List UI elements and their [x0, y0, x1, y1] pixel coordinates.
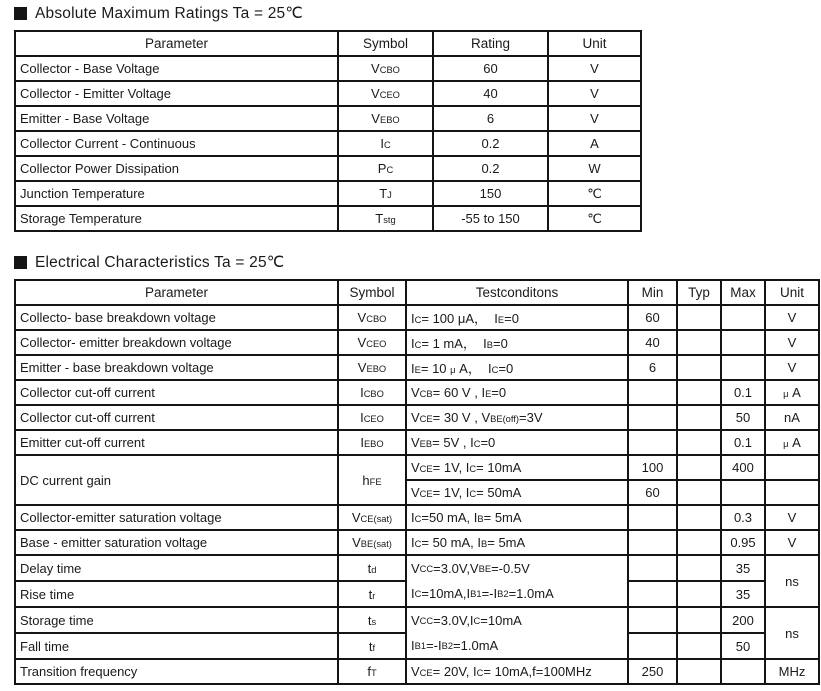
typ-cell [677, 530, 721, 555]
rating-cell: 0.2 [433, 156, 548, 181]
table-row [15, 607, 819, 633]
min-cell: 40 [628, 330, 677, 355]
abs-max-title [14, 4, 821, 22]
testcondition-cell: IE= 10 μ A， IC=0 [406, 355, 628, 380]
typ-cell [677, 581, 721, 607]
min-cell [628, 581, 677, 607]
table-row [15, 405, 819, 430]
symbol-cell: IEBO [338, 430, 406, 455]
rating-cell: 40 [433, 81, 548, 106]
testcondition-cell: IC= 100 μA， IE=0 [406, 305, 628, 330]
symbol-cell: VEBO [338, 355, 406, 380]
unit-cell: V [765, 330, 819, 355]
testcondition-cell: VCE= 1V, IC= 50mA [406, 480, 628, 505]
min-cell [628, 505, 677, 530]
unit-cell: nA [765, 405, 819, 430]
max-cell: 200 [721, 607, 765, 633]
min-cell: 60 [628, 480, 677, 505]
typ-cell [677, 633, 721, 659]
symbol-cell: td [338, 555, 406, 581]
typ-cell [677, 505, 721, 530]
typ-cell [677, 380, 721, 405]
testcondition-cell: IC=50 mA, IB= 5mA [406, 505, 628, 530]
typ-cell [677, 305, 721, 330]
testcondition-cell [406, 555, 628, 607]
max-cell [721, 659, 765, 684]
typ-cell [677, 405, 721, 430]
table-row [15, 430, 819, 455]
typ-cell [677, 480, 721, 505]
rating-cell: 6 [433, 106, 548, 131]
typ-cell [677, 355, 721, 380]
column-header-symbol: Symbol [338, 280, 406, 305]
column-header-parameter: Parameter [15, 31, 338, 56]
min-cell: 60 [628, 305, 677, 330]
unit-cell: V [765, 305, 819, 330]
parameter-cell: DC current gain [15, 455, 338, 505]
unit-cell: V [548, 81, 641, 106]
max-cell: 50 [721, 405, 765, 430]
parameter-cell: Collector- emitter breakdown voltage [15, 330, 338, 355]
max-cell: 400 [721, 455, 765, 480]
rating-cell: 0.2 [433, 131, 548, 156]
min-cell [628, 633, 677, 659]
symbol-cell: VCEO [338, 330, 406, 355]
symbol-cell: ICEO [338, 405, 406, 430]
min-cell [628, 380, 677, 405]
parameter-cell: Collecto- base breakdown voltage [15, 305, 338, 330]
symbol-cell: hFE [338, 455, 406, 505]
testcondition-line: I C =10mA,I B1 =-I B2 =1.0mA [411, 586, 554, 601]
max-cell [721, 355, 765, 380]
testcondition-line: V CC =3.0V,I C =10mA [411, 613, 522, 628]
table-row [15, 181, 641, 206]
testcondition-cell: VCE= 1V, IC= 10mA [406, 455, 628, 480]
table-row [15, 330, 819, 355]
symbol-cell: ICBO [338, 380, 406, 405]
typ-cell [677, 330, 721, 355]
unit-cell: V [548, 56, 641, 81]
parameter-cell: Collector cut-off current [15, 380, 338, 405]
symbol-cell: VCBO [338, 305, 406, 330]
column-header-unit: Unit [548, 31, 641, 56]
symbol-cell: TJ [338, 181, 433, 206]
unit-cell: W [548, 156, 641, 181]
unit-cell: ℃ [548, 206, 641, 231]
table-row [15, 106, 641, 131]
min-cell: 6 [628, 355, 677, 380]
table-row [15, 206, 641, 231]
min-cell [628, 555, 677, 581]
max-cell [721, 330, 765, 355]
parameter-cell: Collector - Base Voltage [15, 56, 338, 81]
section-title-text: Absolute Maximum Ratings Ta = 25℃ [35, 4, 303, 22]
typ-cell [677, 607, 721, 633]
parameter-cell: Base - emitter saturation voltage [15, 530, 338, 555]
unit-cell: V [765, 505, 819, 530]
symbol-cell: tr [338, 581, 406, 607]
max-cell: 0.1 [721, 430, 765, 455]
column-header-min: Min [628, 280, 677, 305]
table-row [15, 530, 819, 555]
unit-cell: μ A [765, 430, 819, 455]
symbol-cell: fT [338, 659, 406, 684]
table-row [15, 659, 819, 684]
symbol-cell: VCEO [338, 81, 433, 106]
table-row [15, 305, 819, 330]
min-cell [628, 430, 677, 455]
symbol-cell: VBE(sat) [338, 530, 406, 555]
testcondition-cell: IC= 50 mA, IB= 5mA [406, 530, 628, 555]
unit-cell [765, 480, 819, 505]
column-header-symbol: Symbol [338, 31, 433, 56]
max-cell: 0.1 [721, 380, 765, 405]
testcondition-cell: VCE= 20V, IC= 10mA,f=100MHz [406, 659, 628, 684]
unit-cell: ns [765, 607, 819, 659]
table-row [15, 455, 819, 480]
parameter-cell: Collector-emitter saturation voltage [15, 505, 338, 530]
unit-cell [765, 455, 819, 480]
symbol-cell: IC [338, 131, 433, 156]
symbol-cell: tf [338, 633, 406, 659]
rating-cell: 150 [433, 181, 548, 206]
min-cell [628, 530, 677, 555]
parameter-cell: Emitter cut-off current [15, 430, 338, 455]
parameter-cell: Rise time [15, 581, 338, 607]
abs-max-table [14, 30, 642, 232]
parameter-cell: Emitter - Base Voltage [15, 106, 338, 131]
parameter-cell: Junction Temperature [15, 181, 338, 206]
min-cell: 250 [628, 659, 677, 684]
table-row [15, 131, 641, 156]
unit-cell: μ A [765, 380, 819, 405]
section-bullet-icon [14, 256, 27, 269]
parameter-cell: Emitter - base breakdown voltage [15, 355, 338, 380]
table-row [15, 355, 819, 380]
parameter-cell: Collector Current - Continuous [15, 131, 338, 156]
parameter-cell: Collector Power Dissipation [15, 156, 338, 181]
column-header-unit: Unit [765, 280, 819, 305]
min-cell: 100 [628, 455, 677, 480]
symbol-cell: VCE(sat) [338, 505, 406, 530]
unit-cell: MHz [765, 659, 819, 684]
symbol-cell: VEBO [338, 106, 433, 131]
unit-cell: V [548, 106, 641, 131]
symbol-cell: Tstg [338, 206, 433, 231]
parameter-cell: Delay time [15, 555, 338, 581]
parameter-cell: Storage Temperature [15, 206, 338, 231]
testcondition-cell [406, 607, 628, 659]
max-cell: 0.95 [721, 530, 765, 555]
table-row [15, 81, 641, 106]
table-row [15, 56, 641, 81]
column-header-testconditions: Testconditons [406, 280, 628, 305]
testcondition-cell: VEB= 5V , IC=0 [406, 430, 628, 455]
parameter-cell: Fall time [15, 633, 338, 659]
table-row [15, 156, 641, 181]
min-cell [628, 607, 677, 633]
testcondition-cell: VCE= 30 V , VBE(off)=3V [406, 405, 628, 430]
max-cell [721, 480, 765, 505]
testcondition-cell: IC= 1 mA， IB=0 [406, 330, 628, 355]
column-header-max: Max [721, 280, 765, 305]
testcondition-line: I B1 =-I B2 =1.0mA [411, 638, 499, 653]
parameter-cell: Collector cut-off current [15, 405, 338, 430]
table-row [15, 555, 819, 581]
elec-char-section [14, 253, 821, 685]
column-header-rating: Rating [433, 31, 548, 56]
abs-max-section [14, 4, 821, 232]
section-bullet-icon [14, 7, 27, 20]
typ-cell [677, 659, 721, 684]
testcondition-cell: VCB= 60 V , IE=0 [406, 380, 628, 405]
max-cell: 50 [721, 633, 765, 659]
parameter-cell: Collector - Emitter Voltage [15, 81, 338, 106]
symbol-cell: VCBO [338, 56, 433, 81]
unit-cell: ℃ [548, 181, 641, 206]
column-header-typ: Typ [677, 280, 721, 305]
rating-cell: -55 to 150 [433, 206, 548, 231]
typ-cell [677, 555, 721, 581]
max-cell: 35 [721, 581, 765, 607]
symbol-cell: ts [338, 607, 406, 633]
unit-cell: A [548, 131, 641, 156]
header-row [15, 31, 641, 56]
typ-cell [677, 455, 721, 480]
parameter-cell: Storage time [15, 607, 338, 633]
column-header-parameter: Parameter [15, 280, 338, 305]
unit-cell: ns [765, 555, 819, 607]
table-row [15, 380, 819, 405]
min-cell [628, 405, 677, 430]
max-cell: 35 [721, 555, 765, 581]
symbol-cell: PC [338, 156, 433, 181]
unit-cell: V [765, 355, 819, 380]
max-cell [721, 305, 765, 330]
parameter-cell: Transition frequency [15, 659, 338, 684]
max-cell: 0.3 [721, 505, 765, 530]
rating-cell: 60 [433, 56, 548, 81]
testcondition-line: V CC =3.0V,V BE =-0.5V [411, 561, 530, 576]
section-title-text: Electrical Characteristics Ta = 25℃ [35, 253, 285, 271]
header-row [15, 280, 819, 305]
unit-cell: V [765, 530, 819, 555]
elec-char-title [14, 253, 821, 271]
table-row [15, 505, 819, 530]
elec-char-table [14, 279, 820, 685]
typ-cell [677, 430, 721, 455]
